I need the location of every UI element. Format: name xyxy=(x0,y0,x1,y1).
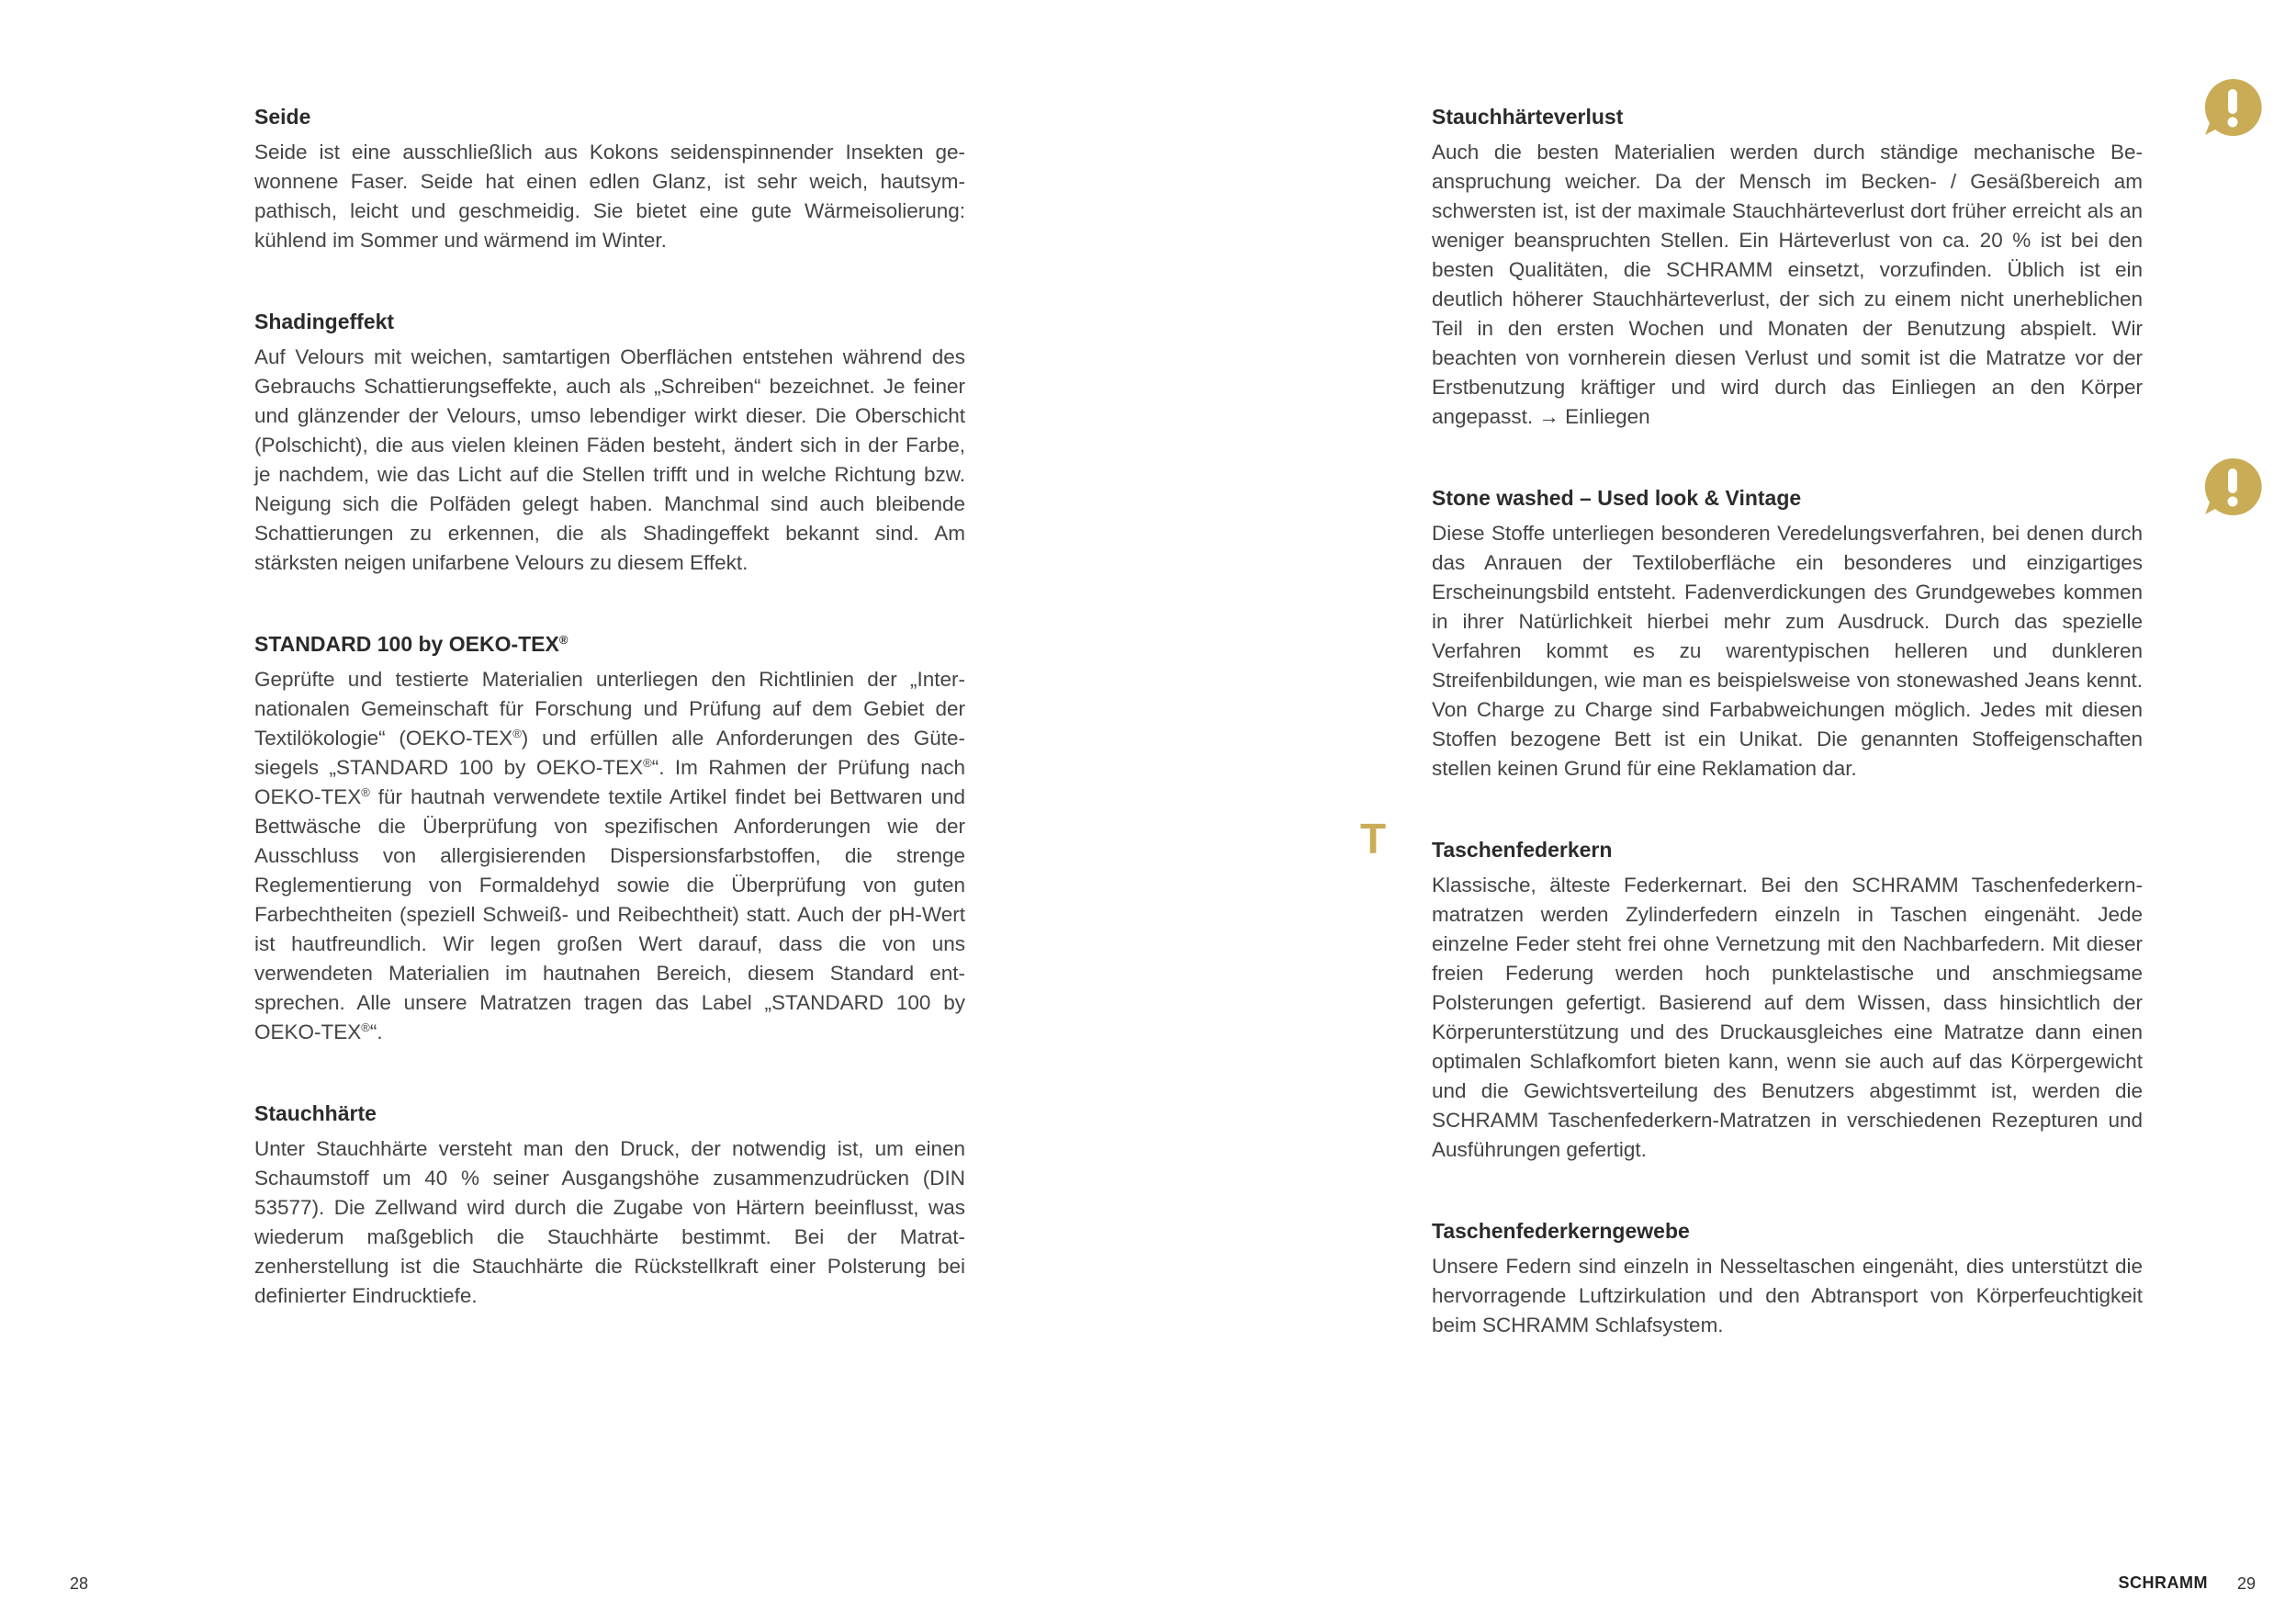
registered-mark: ® xyxy=(558,633,568,647)
entry-body: Diese Stoffe unterliegen besonderen Veredelungsverfahren, bei denen durch das Anrauen der Textiloberfläche ein besonderes und einzigartiges Erscheinungsbild entsteht. Fadenverdickungen des Grundgewebes kommen in ihrer Natürlichkeit hierbei mehr zum Ausdruck. Durch das spezielle Verfahren kommt es zu warentypischen helleren und dunkleren Streifenbildungen, wie man es beispielsweise von stonewashed Jeans kennt. Von Charge zu Charge sind Farbabweichungen möglich. Jedes mit diesen Stoffen bezogene Bett ist ein Unikat. Die genannten Stoffeigenschaften stellen keinen Grund für eine Reklamation dar. xyxy=(1432,522,2143,780)
registered-mark: ® xyxy=(361,1021,370,1034)
glossary-entry-stone-washed xyxy=(1432,484,2143,784)
glossary-entry-oeko-tex xyxy=(254,630,965,1047)
entry-body: Unsere Federn sind einzeln in Nesseltaschen eingenäht, dies unterstützt die hervorragende Luftzirkulation und den Abtransport von Körperfeuchtigkeit beim SCHRAMM Schlafsystem. xyxy=(1432,1255,2143,1336)
glossary-entry-stauchhaerte xyxy=(254,1100,965,1311)
right-column xyxy=(1432,103,2143,1393)
body-text: für hautnah verwendete textile Artikel findet bei Bettwaren und Bettwäsche die Überprüfung von spezifischen Anforderungen wie der Ausschluss von allergisierenden Dispersionsfarbstoffen, die strenge Reglementierung von Formaldehyd sowie die Überprüfung von guten Farbechtheiten (speziell Schweiß- und Reibechtheit) statt. Auch der pH-Wert ist hautfreundlich. Wir legen großen Wert darauf, dass die von uns verwendeten Materialien im hautnahen Bereich, diesem Standard entsprechen. Alle unsere Matratzen tragen das Label „STANDARD 100 by OEKO-TEX xyxy=(254,785,965,1043)
body-text: ) und erfüllen alle Anforderungen des Gütesiegels „STANDARD 100 by OEKO-TEX xyxy=(254,727,965,779)
entry-heading: Stauchhärte xyxy=(254,1101,377,1125)
glossary-entry-taschenfederkerngewebe xyxy=(1432,1217,2143,1340)
body-text: Geprüfte und testierte Materialien unterliegen den Richtlinien der „Internationalen Gemeinschaft für Forschung und Prüfung auf dem Gebiet der Textilökologie“ (OEKO-TEX xyxy=(254,668,965,750)
entry-body: Auf Velours mit weichen, samtartigen Oberflächen entstehen während des Gebrauchs Schattierungseffekte, auch als „Schreiben“ bezeichnet. Je feiner und glänzender der Velours, umso lebendiger wirkt dieser. Die Oberschicht (Polschicht), die aus vielen kleinen Fäden besteht, ändert sich in der Farbe, je nachdem, wie das Licht auf die Stellen trifft und in welche Richtung bzw. Neigung sich die Polfäden gelegt haben. Manchmal sind auch bleibende Schattierungen zu erkennen, die als Shadingeffekt bekannt sind. Am stärksten neigen unifarbene Velours zu diesem Effekt. xyxy=(254,345,965,574)
exclamation-bubble-icon xyxy=(2202,77,2263,138)
glossary-entry-seide xyxy=(254,103,965,255)
registered-mark: ® xyxy=(512,727,522,740)
body-text: “. Im Rahmen der Prüfung nach OEKO-TEX xyxy=(254,756,965,808)
exclamation-bubble-icon xyxy=(2202,457,2263,517)
entry-body: Auch die besten Materialien werden durch ständige mechanische Beanspruchung weicher. Da der Mensch im Becken- / Gesäßbereich am schwersten ist, ist der maximale Stauchhärteverlust dort früher erreicht als an weniger beanspruchten Stellen. Ein Härteverlust von ca. 20 % ist bei den besten Qualitäten, die SCHRAMM einsetzt, vorzufinden. Üblich ist ein deutlich höherer Stauchhärteverlust, der sich zu einem nicht unerheblichen Teil in den ersten Wochen und Monaten der Benutzung abspielt. Wir beachten von vornherein diesen Verlust und somit ist die Matratze vor der Erstbenutzung kräftiger und wird durch das Einliegen an den Körper angepasst. → Einliegen xyxy=(1432,141,2143,428)
brand-name: SCHRAMM xyxy=(2118,1573,2208,1592)
section-letter-marker: T xyxy=(1360,815,1387,863)
entry-heading: Seide xyxy=(254,105,311,129)
entry-heading: Stone washed – Used look & Vintage xyxy=(1432,486,1802,510)
glossary-entry-shadingeffekt xyxy=(254,308,965,578)
entry-heading: Stauchhärteverlust xyxy=(1432,105,1624,129)
entry-heading xyxy=(254,630,965,658)
registered-mark: ® xyxy=(643,756,652,770)
glossary-entry-stauchhaerteverlust xyxy=(1432,103,2143,432)
body-text: “. xyxy=(369,1021,383,1043)
entry-heading: Taschenfederkern xyxy=(1432,838,1613,862)
page-number-left: 28 xyxy=(70,1574,89,1593)
glossary-entry-taschenfederkern xyxy=(1432,836,2143,1165)
entry-body: Unter Stauchhärte versteht man den Druck, der notwendig ist, um einen Schaumstoff um 40 % seiner Ausgangshöhe zusammenzudrücken (DIN 53577). Die Zellwand wird durch die Zugabe von Härtern beeinflusst, was wiederum maßgeblich die Stauchhärte bestimmt. Bei der Matratzenherstellung ist die Stauchhärte die Rückstellkraft einer Polsterung bei definierter Eindrucktiefe. xyxy=(254,1137,965,1307)
entry-heading: Taschenfederkerngewebe xyxy=(1432,1219,1690,1243)
left-column xyxy=(254,103,965,1363)
registered-mark: ® xyxy=(361,785,370,799)
entry-body: Klassische, älteste Federkernart. Bei den SCHRAMM Taschenfederkernmatratzen werden Zylinderfedern einzeln in Taschen eingenäht. Jede einzelne Feder steht frei ohne Vernetzung mit den Nachbarfedern. Mit dieser freien Federung werden hoch punktelastische und anschmiegsame Polsterungen gefertigt. Basierend auf dem Wissen, dass hinsichtlich der Körperunterstützung und des Druckausgleiches eine Matratze dann einen optimalen Schlafkomfort bieten kann, wenn sie auch auf das Körpergewicht und die Gewichtsverteilung des Benutzers abgestimmt ist, werden die SCHRAMM Taschenfederkern-Matratzen in verschiedenen Rezepturen und Ausführungen gefertigt. xyxy=(1432,874,2143,1161)
entry-heading: Shadingeffekt xyxy=(254,310,395,333)
entry-heading-text: STANDARD 100 by OEKO-TEX xyxy=(254,632,559,656)
entry-body xyxy=(254,665,965,1047)
entry-body: Seide ist eine ausschließlich aus Kokons seidenspinnender Insekten gewonnene Faser. Seide hat einen edlen Glanz, ist sehr weich, hautsympathisch, leicht und geschmeidig. Sie bietet eine gute Wärmeisolierung: kühlend im Sommer und wärmend im Winter. xyxy=(254,141,965,252)
page-number-right: 29 xyxy=(2236,1574,2256,1593)
